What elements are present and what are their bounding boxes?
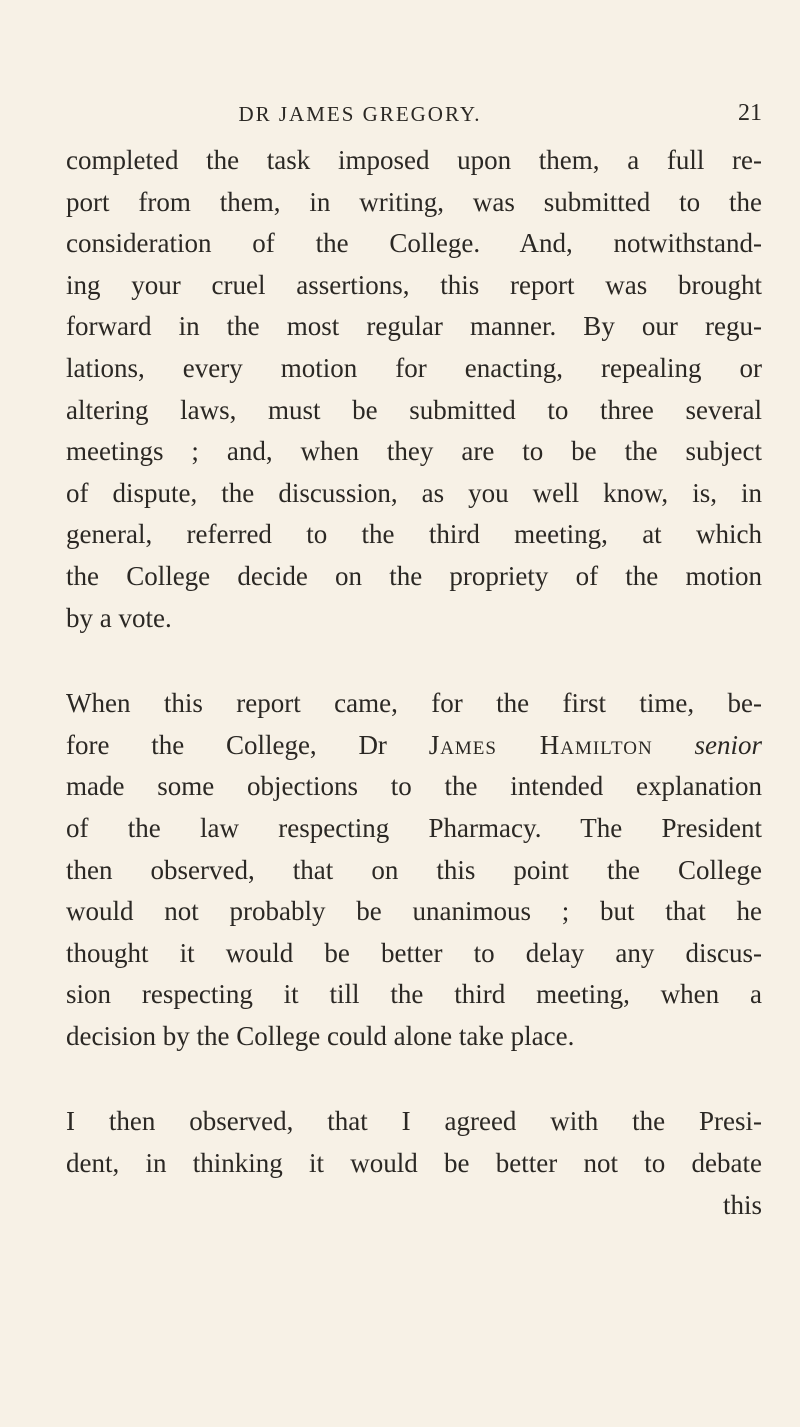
paragraph-gap [66, 1057, 762, 1101]
running-head [0, 98, 800, 134]
text-run [653, 730, 695, 760]
text-line: decision by the College could alone take place. [66, 1020, 575, 1051]
text-line: ing your cruel assertions, this report was brought [66, 269, 762, 300]
text-line: forward in the most regular manner. By our regu- [66, 311, 762, 342]
running-title: DR JAMES GREGORY. [238, 102, 482, 126]
text-line: would not probably be unanimous ; but that he [66, 896, 762, 927]
text-line: port from them, in writing, was submitted to the [66, 186, 762, 217]
page-number: 21 [738, 100, 762, 126]
text-line: thought it would be better to delay any discus- [66, 937, 762, 968]
text-line: the College decide on the propriety of the motion [66, 560, 762, 591]
text-run: fore the College, Dr [66, 729, 429, 760]
catchword: this [722, 1189, 762, 1220]
text-line: completed the task imposed upon them, a full re- [66, 145, 762, 175]
text-line: When this report came, for the first time, be- [66, 688, 762, 719]
paragraph-gap [66, 639, 762, 683]
paragraph-3 [66, 1101, 762, 1226]
text-line: made some objections to the intended explanation [66, 771, 762, 802]
person-name: James Hamilton [428, 729, 653, 760]
paragraph-2 [66, 683, 762, 1057]
text-line: dent, in thinking it would be better not to debate [66, 1148, 762, 1179]
italic-word: senior [694, 729, 763, 760]
text-line: by a vote. [66, 602, 172, 633]
text-line: then observed, that on this point the College [66, 854, 762, 885]
text-line: lations, every motion for enacting, repealing or [66, 352, 762, 383]
text-line: I then observed, that I agreed with the Presi- [66, 1106, 762, 1137]
paragraph-1 [66, 140, 762, 639]
text-line: consideration of the College. And, notwithstand- [66, 228, 762, 259]
text-line: of dispute, the discussion, as you well know, is, in [66, 477, 762, 508]
text-line: of the law respecting Pharmacy. The President [66, 812, 762, 843]
text-line: general, referred to the third meeting, at which [66, 519, 762, 550]
body-text [66, 140, 762, 1226]
text-line: altering laws, must be submitted to three several [66, 394, 762, 425]
text-line-with-name [66, 725, 762, 767]
text-line: meetings ; and, when they are to be the subject [66, 436, 762, 467]
text-line: sion respecting it till the third meeting, when a [66, 979, 762, 1010]
